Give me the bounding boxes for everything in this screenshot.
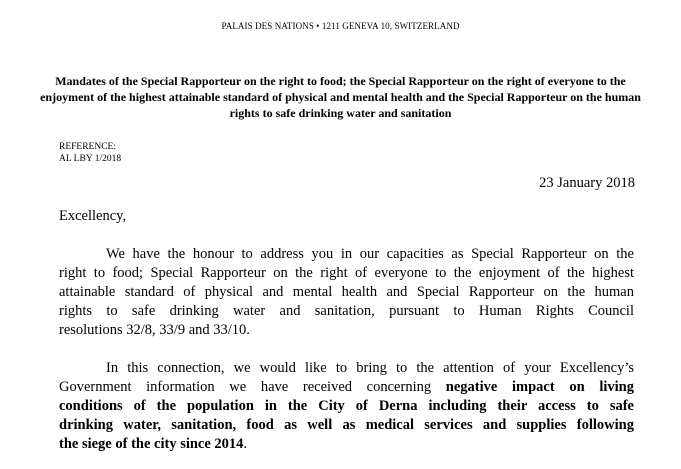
paragraph-1-line-3: attainable standard of physical and mental health and Special Rapporteur on the human [59,284,634,300]
reference-code: AL LBY 1/2018 [59,154,122,164]
paragraph-2-line-2-wrap [59,378,634,397]
paragraph-2-line-1: In this connection, we would like to bring to the attention of your Excellency’s [106,360,634,376]
paragraph-2 [59,359,634,454]
paragraph-1-line-2: right to food; Special Rapporteur on the right of everyone to the enjoyment of the highest [59,265,634,281]
reference-label: REFERENCE: [59,142,117,152]
paragraph-1-line [59,245,634,264]
paragraph-2-line-2: Government information we have received concerning [59,379,446,395]
paragraph-1 [59,245,634,340]
paragraph-2-line [59,359,634,378]
letterhead-address: PALAIS DES NATIONS • 1211 GENEVA 10, SWITZERLAND [221,21,460,31]
document-title: Mandates of the Special Rapporteur on the right to food; the Special Rapporteur on the right of everyone to the enjoyment of the highest attainable standard of physical and mental health and the Special Rapporteur on the human rights to safe drinking water and sanitation [40,74,641,120]
letter-date: 23 January 2018 [539,175,635,191]
paragraph-2-line-2-bold: negative impact on living [445,379,634,395]
paragraph-1-line-5: resolutions 32/8, 33/9 and 33/10. [59,322,250,338]
paragraph-1-line-1: We have the honour to address you in our capacities as Special Rapporteur on the [106,246,634,262]
paragraph-2-line-5-end: . [243,436,248,452]
paragraph-1-line-4: rights to safe drinking water and sanitation, pursuant to Human Rights Council [59,303,634,319]
salutation: Excellency, [59,208,127,224]
reference-block [59,141,121,165]
paragraph-2-line-4: drinking water, sanitation, food as well as medical services and supplies following [59,417,634,433]
paragraph-2-line-5-wrap [59,435,634,454]
paragraph-2-line-5: the siege of the city since 2014 [59,436,244,452]
paragraph-2-line-3: conditions of the population in the City of Derna including their access to safe [59,398,634,414]
